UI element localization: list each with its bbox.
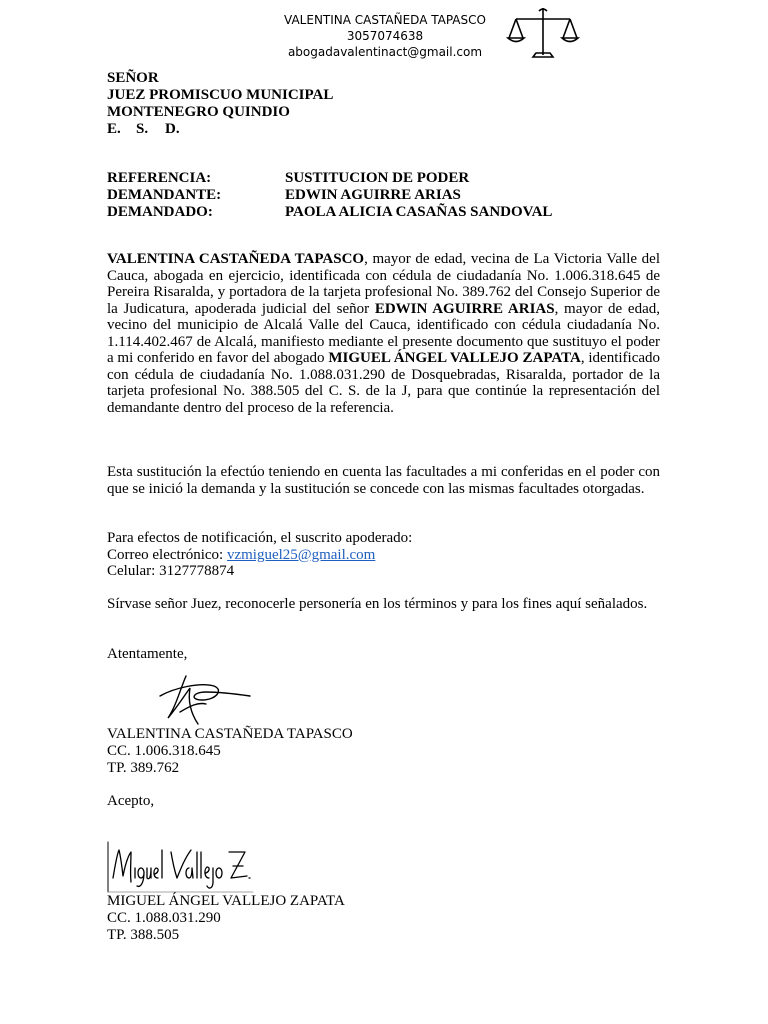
plaintiff-row bbox=[107, 187, 552, 204]
phone-line: Celular: 3127778874 bbox=[107, 563, 235, 579]
plaintiff-label: DEMANDANTE: bbox=[107, 187, 222, 203]
esd-d: D. bbox=[165, 121, 180, 137]
email-label: Correo electrónico: bbox=[107, 546, 227, 563]
signer-id: CC. 1.006.318.645 bbox=[107, 743, 221, 759]
acceptance-label: Acepto, bbox=[107, 793, 155, 809]
signer-card: TP. 388.505 bbox=[107, 927, 180, 943]
paragraph-text: , identificado con cédula de ciudadanía No. 1.088.031.290 de Dosquebradas, Risaralda, portador de la tarjeta profesional No. 388.505 del C. S. de la J, para que continúe la representación del demandante dentro del proceso de la referencia. bbox=[107, 350, 661, 416]
esd-e: E. bbox=[107, 121, 121, 137]
client-name: EDWIN AGUIRRE ARIAS bbox=[374, 300, 555, 317]
letterhead-email: abogadavalentinact@gmail.com bbox=[287, 45, 483, 59]
notification-block bbox=[107, 530, 660, 580]
signer-block-attorney bbox=[107, 726, 353, 777]
notification-intro: Para efectos de notificación, el suscrito apoderado: bbox=[107, 530, 413, 546]
email-line bbox=[107, 547, 660, 564]
letterhead bbox=[230, 12, 540, 60]
paragraph-faculties: Esta sustitución la efectúo teniendo en cuenta las facultades a mi conferidas en el poder con que se inició la demanda y la sustitución se concede con las mismas facultades otorgadas. bbox=[107, 464, 660, 497]
esd-s: S. bbox=[136, 121, 149, 137]
addressee-location: MONTENEGRO QUINDIO bbox=[107, 104, 290, 120]
paragraph-text: , mayor de edad, vecina de La Victoria Valle del Cauca, abogada en ejercicio, identificada con cédula de ciudadanía No. 1.006.318.645 de Pereira Risaralda, y portadora de la tarjeta profesional No. 389.762 del Consejo Superior de la Judicatura, apoderada judicial del señor bbox=[107, 251, 660, 317]
addressee-court: JUEZ PROMISCUO MUNICIPAL bbox=[107, 87, 334, 103]
reference-label: REFERENCIA: bbox=[107, 170, 212, 186]
closing: Atentamente, bbox=[107, 646, 188, 662]
addressee-esd bbox=[107, 121, 333, 138]
signature-miguel bbox=[105, 838, 257, 896]
signer-name: VALENTINA CASTAÑEDA TAPASCO bbox=[107, 726, 353, 742]
reference-row bbox=[107, 170, 552, 187]
defendant-row bbox=[107, 204, 552, 221]
signer-id: CC. 1.088.031.290 bbox=[107, 910, 221, 926]
signer-name: MIGUEL ÁNGEL VALLEJO ZAPATA bbox=[107, 893, 345, 909]
addressee-block bbox=[107, 70, 333, 138]
scales-of-justice-icon bbox=[506, 5, 580, 61]
email-link[interactable]: vzmiguel25@gmail.com bbox=[226, 546, 376, 563]
reference-value: SUSTITUCION DE PODER bbox=[285, 170, 470, 186]
signer-block-substitute bbox=[107, 893, 345, 944]
letterhead-name: VALENTINA CASTAÑEDA TAPASCO bbox=[284, 13, 486, 27]
paragraph-text: , mayor de edad, vecino del municipio de Alcalá Valle del Cauca, identificado con cédula ciudadanía No. 1.114.402.467 de Alcalá, manifiesto mediante el presente documento que sustituyo el poder a mi conferido en favor del abogado bbox=[107, 300, 660, 366]
paragraph-request: Sírvase señor Juez, reconocerle personería en los términos y para los fines aquí señalados. bbox=[107, 596, 648, 612]
signature-valentina bbox=[140, 666, 260, 730]
defendant-label: DEMANDADO: bbox=[107, 204, 213, 220]
signer-card: TP. 389.762 bbox=[107, 760, 180, 776]
defendant-value: PAOLA ALICIA CASAÑAS SANDOVAL bbox=[285, 204, 553, 220]
substitute-name: MIGUEL ÁNGEL VALLEJO ZAPATA bbox=[328, 350, 581, 366]
paragraph-substitution bbox=[107, 251, 660, 416]
plaintiff-value: EDWIN AGUIRRE ARIAS bbox=[285, 187, 461, 203]
attorney-name: VALENTINA CASTAÑEDA TAPASCO bbox=[107, 251, 365, 267]
reference-block bbox=[107, 170, 552, 221]
addressee-salutation: SEÑOR bbox=[107, 70, 159, 86]
letterhead-phone: 3057074638 bbox=[346, 29, 424, 43]
